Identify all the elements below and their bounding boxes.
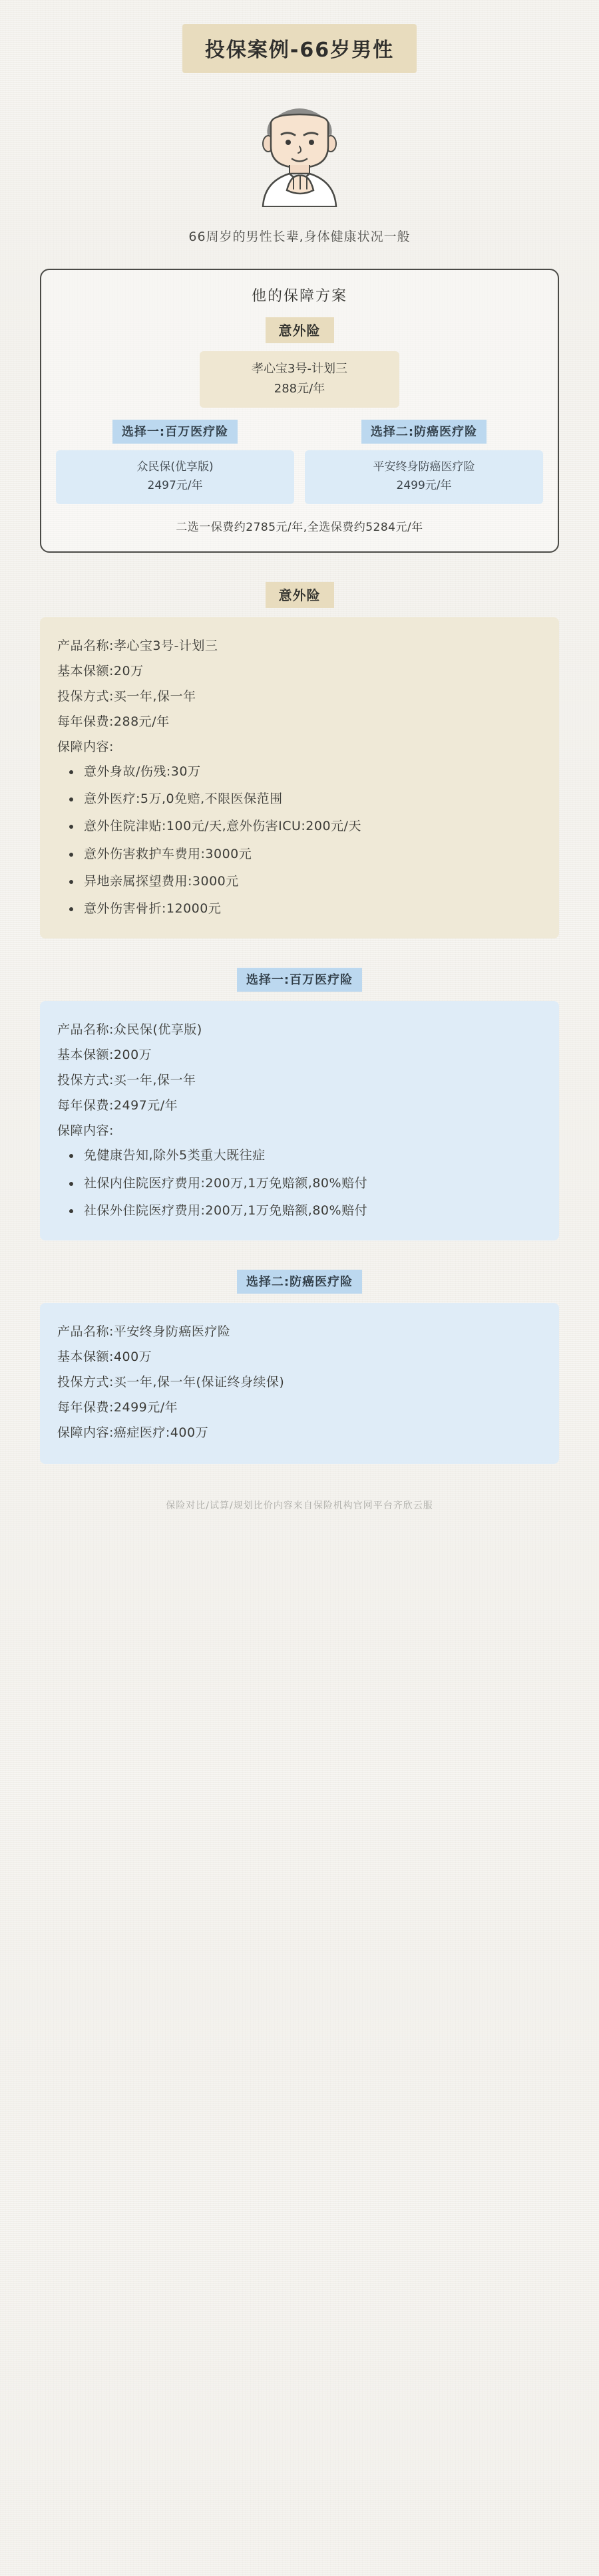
section-option-2-tag: 选择二:防癌医疗险 bbox=[237, 1270, 362, 1294]
field-policy-term: 投保方式:买一年,保一年 bbox=[57, 688, 196, 704]
option-2-tag: 选择二:防癌医疗险 bbox=[361, 420, 487, 444]
coverage-list bbox=[57, 761, 542, 921]
list-item: • 意外住院津贴:100元/天,意外伤害ICU:200元/天 bbox=[81, 815, 542, 837]
field-coverage-label: 保障内容: bbox=[57, 739, 114, 754]
accident-tag-wrap bbox=[56, 317, 543, 343]
section-option-2-head bbox=[40, 1270, 559, 1294]
elderly-man-illustration bbox=[40, 90, 559, 207]
section-option-1-body bbox=[40, 1001, 559, 1240]
section-option-1 bbox=[40, 968, 559, 1240]
option-1-tag: 选择一:百万医疗险 bbox=[112, 420, 238, 444]
field-product: 产品名称:众民保(优享版) bbox=[57, 1022, 202, 1038]
field-policy-term: 投保方式:买一年,保一年(保证终身续保) bbox=[57, 1375, 285, 1389]
option-2-premium: 2499元/年 bbox=[396, 478, 452, 492]
coverage-list bbox=[57, 1145, 542, 1222]
field-annual-premium: 每年保费:2499元/年 bbox=[57, 1400, 178, 1415]
accident-premium: 288元/年 bbox=[274, 381, 325, 396]
option-column-2 bbox=[305, 420, 543, 503]
accident-product: 孝心宝3号-计划三 bbox=[252, 362, 347, 376]
option-1-product: 众民保(优享版) bbox=[136, 460, 214, 474]
section-accident bbox=[40, 582, 559, 939]
option-columns bbox=[56, 420, 543, 503]
section-option-2-body bbox=[40, 1303, 559, 1464]
plan-footnote: 二选一保费约2785元/年,全选保费约5284元/年 bbox=[176, 520, 423, 534]
plan-summary-box bbox=[40, 269, 559, 553]
page-title: 投保案例-66岁男性 bbox=[182, 24, 417, 73]
field-product: 产品名称:平安终身防癌医疗险 bbox=[57, 1324, 231, 1339]
section-accident-body bbox=[40, 617, 559, 939]
list-item: • 意外伤害骨折:12000元 bbox=[81, 898, 542, 920]
field-annual-premium: 每年保费:288元/年 bbox=[57, 714, 170, 729]
option-column-1 bbox=[56, 420, 294, 503]
accident-tag: 意外险 bbox=[266, 317, 334, 343]
field-sum-insured: 基本保额:200万 bbox=[57, 1048, 152, 1063]
list-item: • 意外医疗:5万,0免赔,不限医保范围 bbox=[81, 788, 542, 810]
field-product: 产品名称:孝心宝3号-计划三 bbox=[57, 638, 218, 653]
field-annual-premium: 每年保费:2497元/年 bbox=[57, 1098, 178, 1113]
section-accident-tag: 意外险 bbox=[266, 582, 334, 608]
footer-disclaimer: 保险对比/试算/规划比价内容来自保险机构官网平台齐欣云服 bbox=[166, 1501, 433, 1511]
field-sum-insured: 基本保额:20万 bbox=[57, 663, 144, 678]
section-option-2 bbox=[40, 1270, 559, 1464]
list-item: • 社保外住院医疗费用:200万,1万免赔额,80%赔付 bbox=[81, 1200, 542, 1222]
option-2-card bbox=[305, 450, 543, 503]
list-item: • 异地亲属探望费用:3000元 bbox=[81, 871, 542, 893]
field-policy-term: 投保方式:买一年,保一年 bbox=[57, 1073, 196, 1088]
section-option-1-head bbox=[40, 968, 559, 992]
option-2-product: 平安终身防癌医疗险 bbox=[373, 460, 475, 474]
field-sum-insured: 基本保额:400万 bbox=[57, 1350, 152, 1364]
plan-heading: 他的保障方案 bbox=[251, 288, 347, 305]
section-option-1-tag: 选择一:百万医疗险 bbox=[237, 968, 362, 992]
list-item: • 免健康告知,除外5类重大既往症 bbox=[81, 1145, 542, 1167]
caption-text: 66周岁的男性长辈,身体健康状况一般 bbox=[188, 229, 411, 244]
list-item: • 意外身故/伤残:30万 bbox=[81, 761, 542, 783]
field-coverage-label: 保障内容:癌症医疗:400万 bbox=[57, 1425, 209, 1440]
accident-summary-card bbox=[200, 351, 399, 408]
title-section bbox=[40, 0, 559, 73]
option-1-premium: 2497元/年 bbox=[147, 478, 203, 492]
field-coverage-label: 保障内容: bbox=[57, 1123, 114, 1139]
option-1-card bbox=[56, 450, 294, 503]
list-item: • 意外伤害救护车费用:3000元 bbox=[81, 843, 542, 865]
section-accident-head bbox=[40, 582, 559, 608]
list-item: • 社保内住院医疗费用:200万,1万免赔额,80%赔付 bbox=[81, 1173, 542, 1195]
